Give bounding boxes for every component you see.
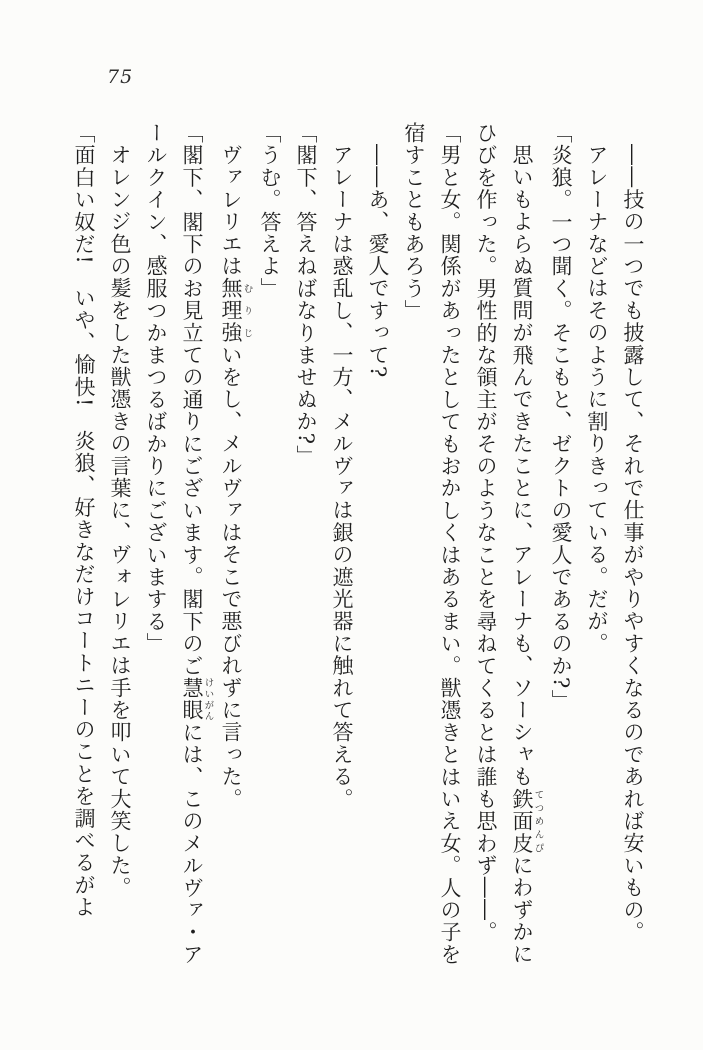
text-line: 「炎狼。一つ聞く。そこもと、ゼクトの愛人であるのか?」 <box>549 122 573 712</box>
text-line: 「閣下、答えねばなりませぬか?」 <box>294 122 318 468</box>
text-line: ――あ、愛人ですって? <box>366 144 390 379</box>
page-number: 75 <box>107 66 134 88</box>
vertical-text-block <box>66 122 651 970</box>
text-line: 「面白い奴だ! いや、愉快! 炎狼、好きなだけコートニーのことを調べるがよ <box>72 122 96 919</box>
text-line: アレーナなどはそのように割りきっている。だが。 <box>585 144 609 655</box>
text-line: 「男と女。関係があったとしてもおかしくはあるまい。獣憑きとはいえ女。人の子を <box>438 122 462 966</box>
text-line: アレーナは惑乱し、一方、メルヴァは銀の遮光器に触れて答える。 <box>330 144 354 810</box>
furigana-annotated-word: 慧眼けいがん <box>180 677 214 722</box>
text-line: 「うむ。答えよ」 <box>258 122 282 300</box>
text-line: 宿すこともあろう」 <box>402 122 426 322</box>
text-line: 「閣下、閣下のお見立ての通りにございます。閣下のご慧眼けいがんには、このメルヴァ・ア <box>180 122 214 966</box>
text-line: 思いもよらぬ質問が飛んできたことに、アレーナも、ソーシャも鉄面皮てつめんぴにわずかに <box>510 144 544 966</box>
text-line: ひびを作った。男性的な領主がそのようなことを尋ねてくるとは誰も思わず――。 <box>474 122 498 944</box>
furigana-annotated-word: 無理強むりじ <box>219 277 253 344</box>
text-line: オレンジ色の髪をした獣憑きの言葉に、ヴォレリエは手を叩いて大笑した。 <box>108 144 132 899</box>
furigana-annotated-word: 鉄面皮てつめんぴ <box>510 787 544 855</box>
text-line: ヴァレリエは無理強むりじいをし、メルヴァはそこで悪びれずに言った。 <box>219 144 253 811</box>
text-line: ――技の一つでも披露して、それで仕事がやりやすくなるのであれば安いもの。 <box>621 144 645 944</box>
text-line: ールクイン、感服つかまつるばかりにございまする」 <box>144 122 168 655</box>
